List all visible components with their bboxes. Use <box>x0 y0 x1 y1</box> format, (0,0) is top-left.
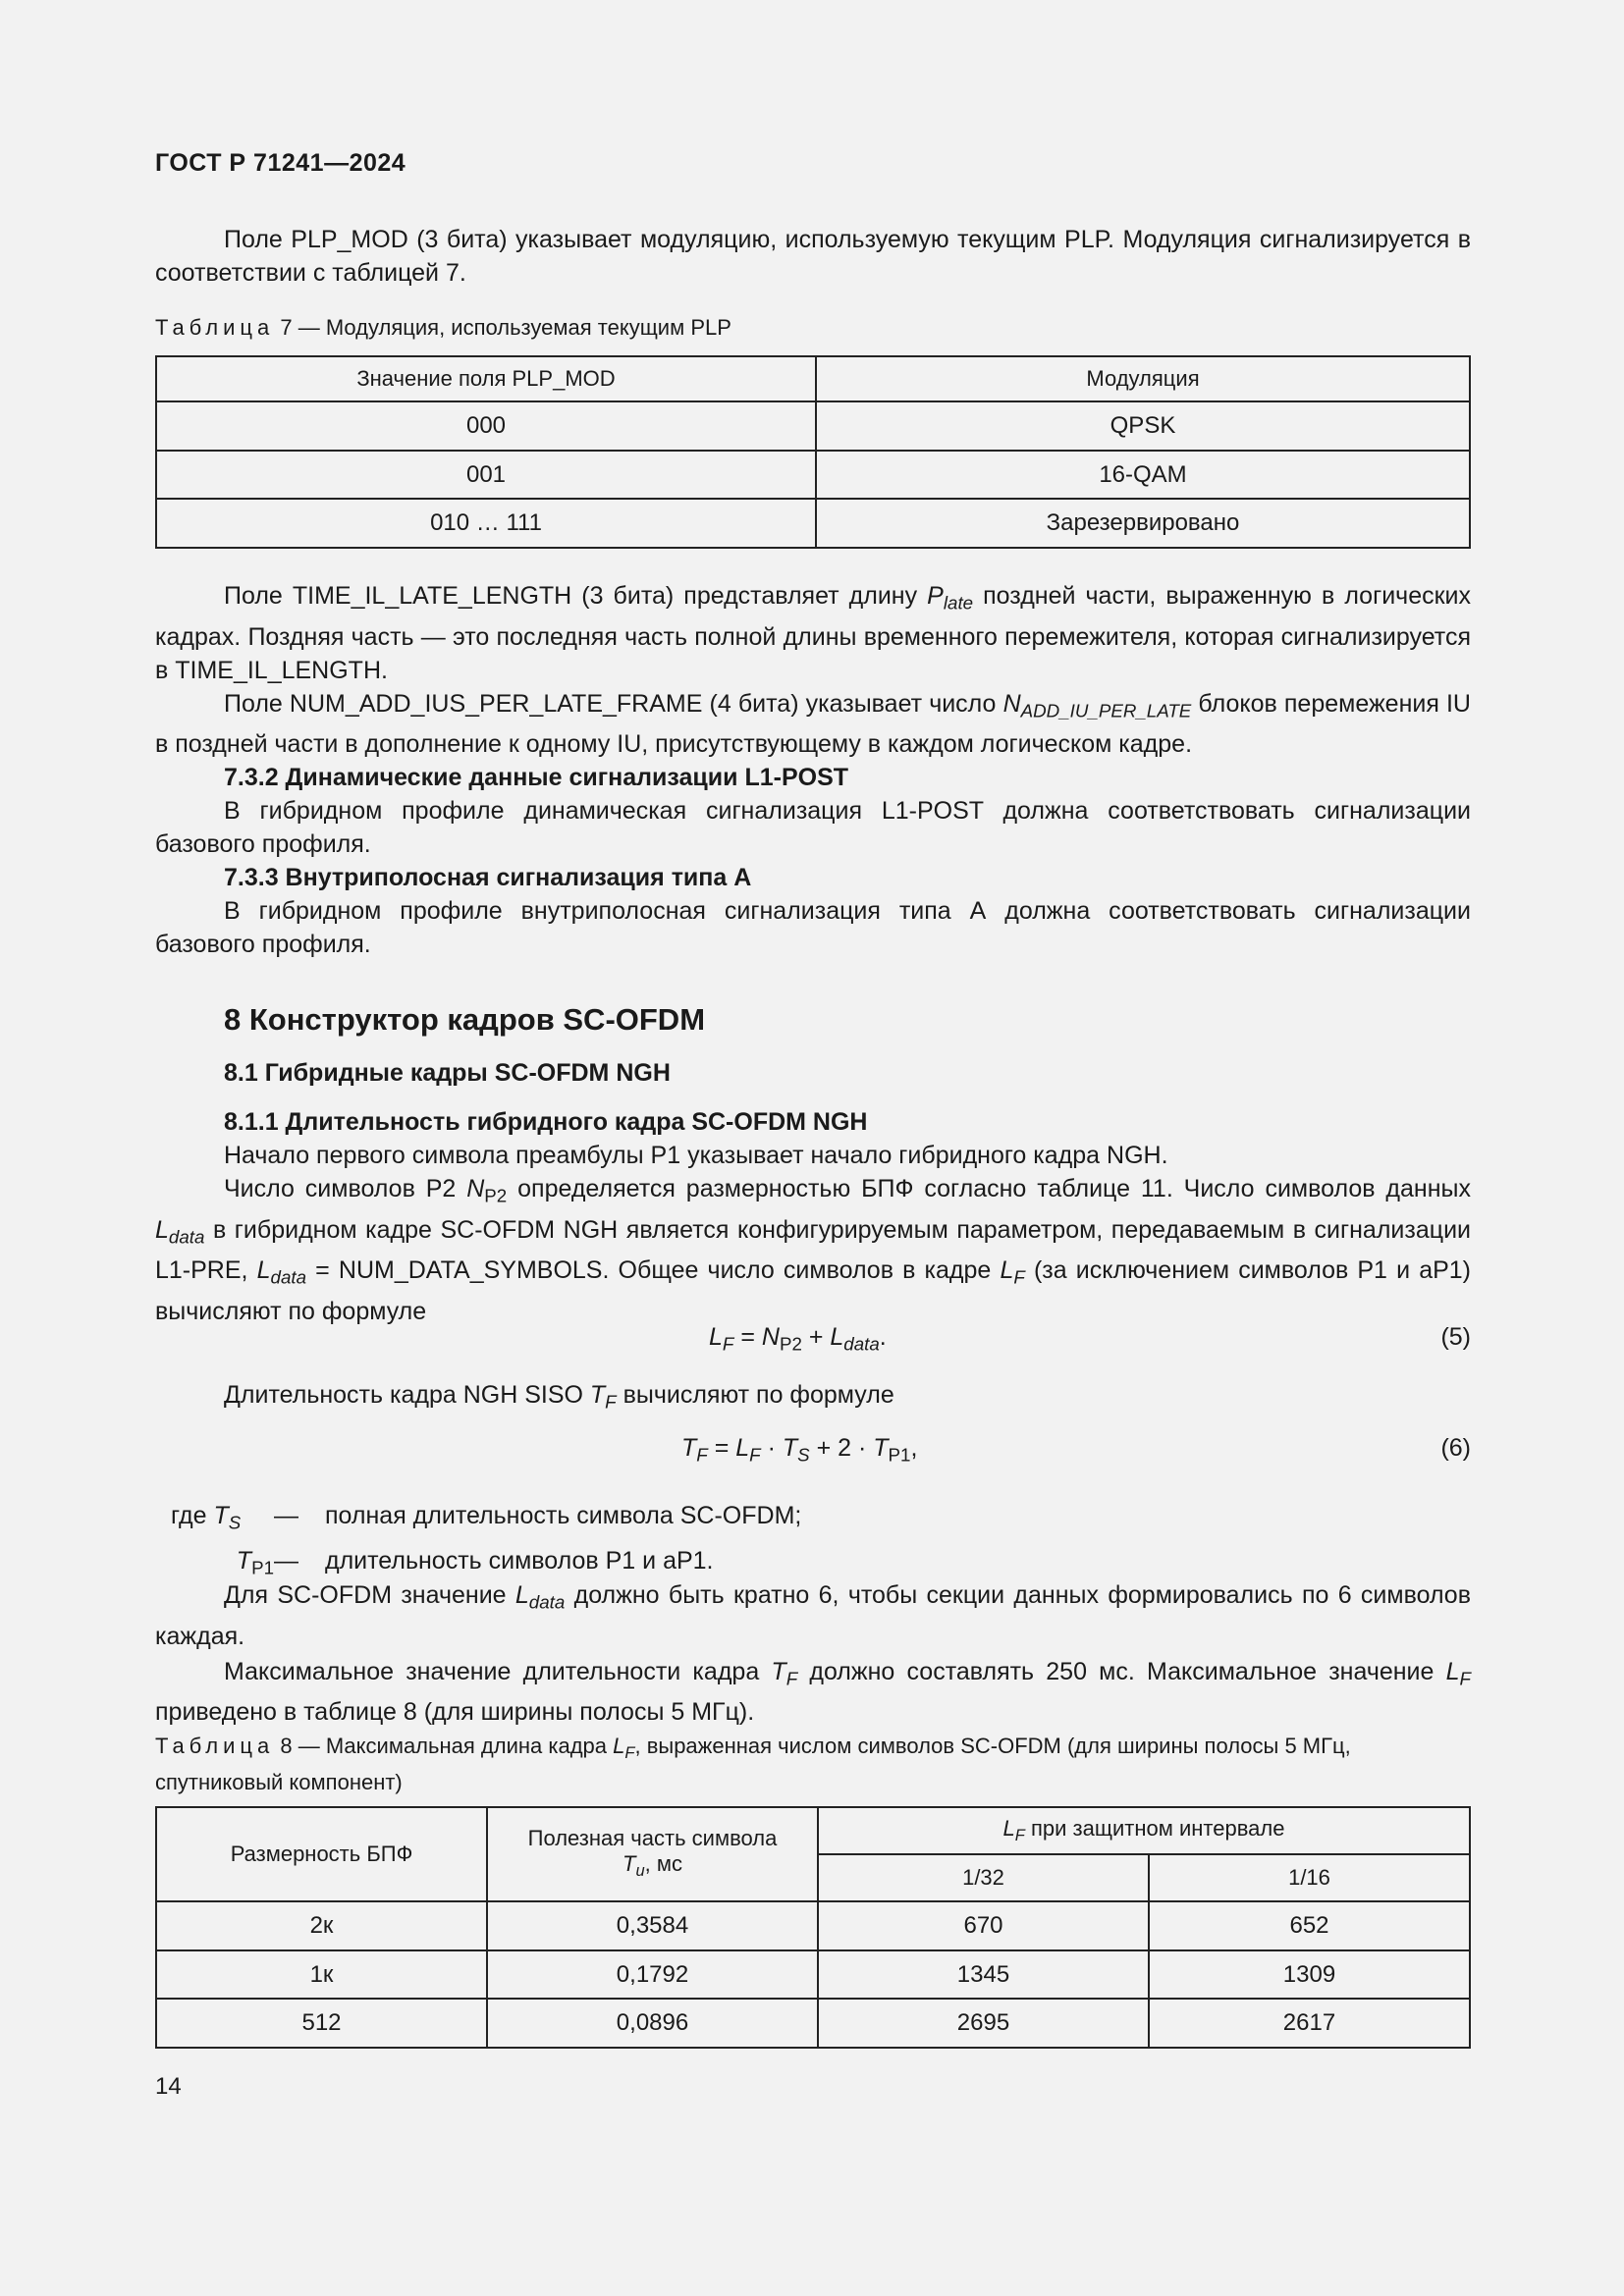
paragraph-time-il: Поле TIME_IL_LATE_LENGTH (3 бита) представляет длину $P_{late}$ поздней части, выраженную в логических кадрах. Поздняя часть — это последняя часть полной длины временного перемежителя, которая сигнализируется в TIME_IL_LENGTH. <box>155 582 1472 684</box>
heading-8-1 <box>155 1056 1471 1090</box>
paragraph-max: Максимальное значение длительности кадра $T_F$ должно составлять 250 мс. Максимальное значение $L_F$ приведено в таблице 8 (для ширины полосы 5 МГц). <box>155 1657 1471 1727</box>
table-cell: 010 … 111 <box>156 499 816 548</box>
table8-caption: Таблица 8 — Максимальная длина кадра $L_F$, выраженная числом символов SC-OFDM (для ширины полосы 5 МГц, спутниковый компонент) <box>155 1734 1351 1794</box>
heading-8-text: 8 Конструктор кадров SC-OFDM <box>224 1002 706 1037</box>
table7-caption <box>155 313 1471 343</box>
table-cell: QPSK <box>816 401 1470 451</box>
table-header-cell: 1/16 <box>1149 1854 1470 1901</box>
page-number: 14 <box>155 2073 182 2100</box>
table-header-cell: Модуляция <box>816 356 1470 401</box>
caption-prefix: Таблица <box>155 315 275 340</box>
paragraph-7-3-2: В гибридном профиле динамическая сигнализация L1-POST должна соответствовать сигнализации базового профиля. <box>155 797 1471 859</box>
table-cell: 512 <box>156 1999 487 2048</box>
table-cell: 001 <box>156 451 816 499</box>
table-row <box>156 1901 1470 1950</box>
body-ldata <box>155 1578 1471 1729</box>
table-cell: 000 <box>156 401 816 451</box>
table-7 <box>155 355 1471 549</box>
table-cell: 652 <box>1149 1901 1470 1950</box>
heading-8-1-1: 8.1.1 Длительность гибридного кадра SC-OFDM NGH <box>224 1108 868 1136</box>
table-header-cell: Полезная часть символа $T_u$, мс <box>487 1807 818 1901</box>
paragraph-preamble: Начало первого символа преамбулы Р1 указывает начало гибридного кадра NGH. <box>224 1142 1168 1169</box>
paragraph-plp-mod <box>155 223 1471 290</box>
where-list <box>171 1499 801 1584</box>
table-row <box>156 1999 1470 2048</box>
paragraph-7-3-3: В гибридном профиле внутриполосная сигнализация типа А должна соответствовать сигнализации базового профиля. <box>155 897 1471 959</box>
formula-6-number: (6) <box>1440 1434 1471 1462</box>
table-row <box>156 451 1470 499</box>
table-8 <box>155 1806 1471 2049</box>
section-8-1-1 <box>155 1105 1471 1328</box>
paragraph-tf: Длительность кадра NGH SISO $T_F$ вычисляют по формуле <box>224 1381 894 1413</box>
table-header-cell: $L_F$ при защитном интервале <box>818 1807 1470 1854</box>
table-cell: 1309 <box>1149 1950 1470 1999</box>
heading-8 <box>155 1003 1471 1037</box>
table-header-cell: Значение поля PLP_MOD <box>156 356 816 401</box>
heading-8-1-text: 8.1 Гибридные кадры SC-OFDM NGH <box>224 1059 671 1087</box>
table-cell: Зарезервировано <box>816 499 1470 548</box>
body-section-7 <box>155 579 1471 961</box>
formula-5: $L_F = N_{P2} + L_{data}$. <box>709 1323 887 1355</box>
where-item-tp1: $T_{P1}—$ длительность символов Р1 и aP1. <box>236 1546 714 1578</box>
table-row <box>156 401 1470 451</box>
document-header: ГОСТ Р 71241—2024 <box>155 149 406 177</box>
paragraph-ldata: Для SC-OFDM значение $L_{data}$ должно быть кратно 6, чтобы секции данных формировались по 6 символов каждая. <box>155 1581 1471 1650</box>
table-row <box>156 499 1470 548</box>
table-cell: 1345 <box>818 1950 1149 1999</box>
table-cell: 0,0896 <box>487 1999 818 2048</box>
heading-7-3-3: 7.3.3 Внутриполосная сигнализация типа А <box>224 864 752 892</box>
table-header-cell: 1/32 <box>818 1854 1149 1901</box>
table-cell: 2к <box>156 1901 487 1950</box>
formula-6: $T_F = L_F \cdot T_S + 2 \cdot T_{P1}$, <box>681 1434 918 1466</box>
where-item-ts: где $T_S$ — полная длительность символа SC-OFDM; <box>171 1502 802 1533</box>
table-cell: 1к <box>156 1950 487 1999</box>
table-row <box>156 1950 1470 1999</box>
table-cell: 16-QAM <box>816 451 1470 499</box>
paragraph-text: Поле PLP_MOD (3 бита) указывает модуляцию, используемую текущим PLP. Модуляция сигнализируется в соответствии с таблицей 7. <box>155 226 1471 287</box>
table-cell: 2695 <box>818 1999 1149 2048</box>
table-cell: 670 <box>818 1901 1149 1950</box>
table-cell: 0,1792 <box>487 1950 818 1999</box>
heading-7-3-2: 7.3.2 Динамические данные сигнализации L1-POST <box>224 764 849 792</box>
paragraph-symbols: Число символов Р2 $N_{P2}$ определяется размерностью БПФ согласно таблице 11. Число символов данных $L_{data}$ в гибридном кадре SC-OFDM NGH является конфигурируемым параметром, передаваемым в сигнализации L1-PRE, $L_{data}$ = NUM_DATA_SYMBOLS. Общее число символов в кадре $L_F$ (за исключением символов Р1 и aP1) вычисляют по формуле <box>155 1175 1471 1325</box>
table-cell: 2617 <box>1149 1999 1470 2048</box>
paragraph-num-add: Поле NUM_ADD_IUS_PER_LATE_FRAME (4 бита) указывает число $N_{ADD\_IU\_PER\_LATE}$ блоков перемежения IU в поздней части в дополнение к одному IU, присутствующему в каждом логическом кадре. <box>155 689 1471 759</box>
caption-text: 7 — Модуляция, используемая текущим PLP <box>280 315 731 340</box>
table-cell: 0,3584 <box>487 1901 818 1950</box>
formula-5-number: (5) <box>1440 1323 1471 1351</box>
table-header-cell: Размерность БПФ <box>156 1807 487 1901</box>
